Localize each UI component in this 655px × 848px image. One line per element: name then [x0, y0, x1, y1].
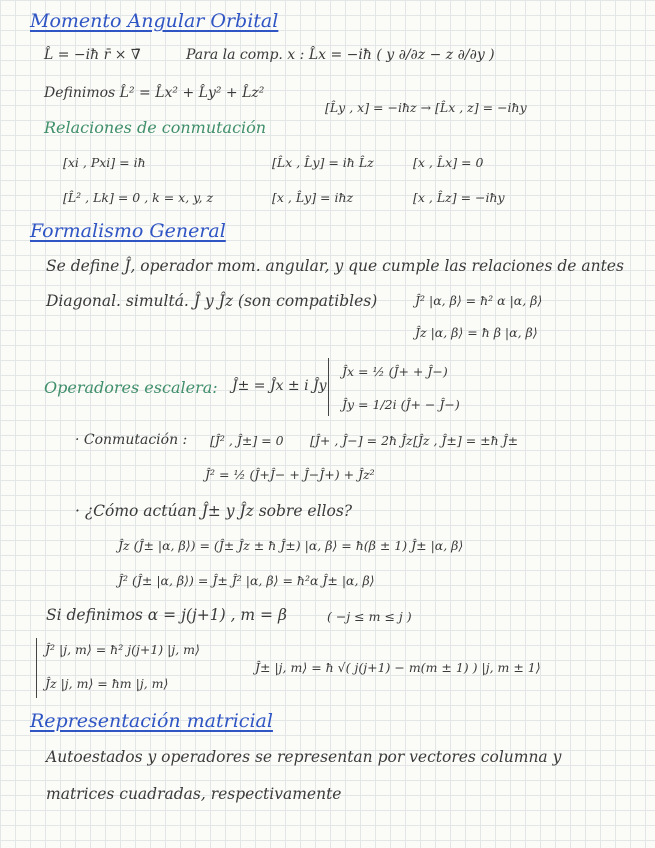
brace-ladder-components — [328, 358, 329, 416]
eigen-j2-jm: Ĵ² |j, m⟩ = ħ² j(j+1) |j, m⟩ — [45, 642, 200, 657]
subheading-operadores-escalera: Operadores escalera: — [44, 378, 218, 397]
ladder-action-jm: Ĵ± |j, m⟩ = ħ √( j(j+1) − m(m ± 1) ) |j, m ± 1⟩ — [255, 660, 541, 675]
commutator-lx-ly: [L̂x , L̂y] = iħ L̂z — [272, 155, 374, 170]
commutator-x-ly: [x , L̂y] = iħz — [272, 190, 354, 205]
definition-alpha-m: Si definimos α = j(j+1) , m = β — [46, 606, 287, 624]
commutator-jplus-jminus: [Ĵ+ , Ĵ−] = 2ħ Ĵz — [310, 433, 413, 448]
commutator-x-p: [xi , Pxi] = iħ — [63, 155, 146, 170]
x-component-expression: Para la comp. x : L̂x = −iħ ( y ∂/∂z − z ∂/∂y ) — [186, 47, 495, 63]
jy-in-terms-of-ladder: Ĵy = 1/2i (Ĵ+ − Ĵ−) — [342, 397, 460, 412]
commutator-x-lz: [x , L̂z] = −iħy — [413, 190, 505, 205]
commutator-j2-jpm: [Ĵ² , Ĵ±] = 0 — [210, 433, 284, 448]
subheading-conmutacion: Relaciones de conmutación — [44, 118, 267, 137]
question-action: · ¿Cómo actúan Ĵ± y Ĵz sobre ellos? — [75, 502, 353, 520]
action-j2-on-ladder: Ĵ² (Ĵ± |α, β⟩) = Ĵ± Ĵ² |α, β⟩ = ħ²α Ĵ± |α, β⟩ — [118, 573, 375, 588]
paragraph-representation-1: Autoestados y operadores se representan por vectores columna y — [46, 748, 562, 766]
conmutacion-label: · Conmutación : — [75, 432, 188, 448]
heading-representacion-matricial: Representación matricial — [30, 710, 273, 732]
l-squared-definition: Definimos L̂² = L̂x² + L̂y² + L̂z² — [44, 85, 265, 101]
paragraph-representation-2: matrices cuadradas, respectivamente — [46, 785, 342, 803]
commutator-ly-x: [L̂y , x] = −iħz → [L̂x , z] = −iħy — [325, 100, 527, 115]
action-jz-on-ladder: Ĵz (Ĵ± |α, β⟩) = (Ĵ± Ĵz ± ħ Ĵ±) |α, β⟩ = ħ(β ± 1) Ĵ± |α, β⟩ — [118, 538, 464, 553]
commutator-l2-lk: [L̂² , Lk] = 0 , k = x, y, z — [63, 190, 214, 205]
commutator-x-lx: [x , L̂x] = 0 — [413, 155, 484, 170]
angular-momentum-definition: L̂ = −iħ r̄ × ∇̄ — [44, 47, 141, 63]
eigen-jz-jm: Ĵz |j, m⟩ = ħm |j, m⟩ — [45, 676, 169, 691]
paragraph-define-j: Se define Ĵ, operador mom. angular, y que cumple las relaciones de antes — [46, 257, 624, 275]
jx-in-terms-of-ladder: Ĵx = ½ (Ĵ+ + Ĵ−) — [342, 364, 448, 379]
commutator-jz-jpm: [Ĵz , Ĵ±] = ±ħ Ĵ± — [413, 433, 519, 448]
eigen-j2-alpha: Ĵ² |α, β⟩ = ħ² α |α, β⟩ — [415, 293, 543, 308]
ladder-operator-definition: Ĵ± = Ĵx ± i Ĵy — [232, 378, 327, 394]
eigen-jz-beta: Ĵz |α, β⟩ = ħ β |α, β⟩ — [415, 325, 538, 340]
heading-momento-angular: Momento Angular Orbital — [30, 10, 279, 32]
brace-eigen-equations — [36, 638, 37, 698]
j2-ladder-expression: Ĵ² = ½ (Ĵ+Ĵ− + Ĵ−Ĵ+) + Ĵz² — [205, 467, 375, 482]
heading-formalismo-general: Formalismo General — [30, 220, 226, 242]
m-range: ( −j ≤ m ≤ j ) — [327, 609, 412, 624]
paragraph-diagonalization: Diagonal. simultá. Ĵ y Ĵz (son compatibles) — [46, 292, 378, 310]
